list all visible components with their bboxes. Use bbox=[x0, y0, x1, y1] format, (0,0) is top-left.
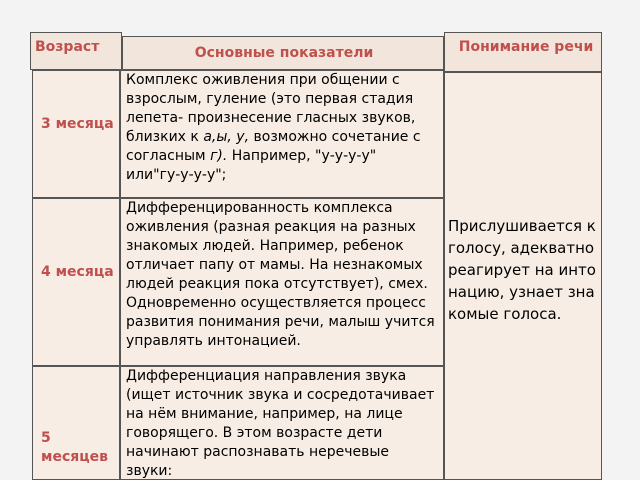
row-3-age-cell bbox=[32, 366, 120, 480]
row-2-indicators-text: Дифференцированность комплекса оживления (разная реакция на разных знакомых людей. Например, ребенок отличает папу от мамы. На незнакомых людей реакция пока отсутствует), смех. Одновременно осуществляется процесс развития понимания речи, малыш учится управлять интонацией. bbox=[126, 200, 435, 349]
row-1-age-cell bbox=[32, 70, 120, 198]
row-1-text-a: Комплекс оживления при общении с взрослым, гуление (это первая стадия лепета- произнесение гласных звуков, близких к bbox=[126, 72, 416, 145]
header-age-cell bbox=[30, 32, 122, 70]
row-2-age: 4 месяца bbox=[41, 264, 114, 280]
row-1-age: 3 месяца bbox=[41, 116, 114, 132]
row-3-age: 5 месяцев bbox=[41, 430, 108, 465]
speech-understanding-text: Прислушивается к голосу, адекватно реагирует на интонацию, узнает знакомые голоса. bbox=[448, 217, 596, 323]
row-1-indicators-text bbox=[126, 71, 431, 185]
row-2-indicators-cell bbox=[120, 198, 444, 366]
row-1-indicators-cell bbox=[120, 70, 444, 198]
speech-understanding-cell bbox=[444, 72, 602, 480]
header-speech: Понимание речи bbox=[458, 39, 594, 55]
header-indicators-cell bbox=[122, 36, 444, 70]
header-speech-cell bbox=[444, 32, 602, 72]
row-3-indicators-cell bbox=[120, 366, 444, 480]
row-3-indicators-text: Дифференциация направления звука (ищет источник звука и сосредотачивает на нём внимание, например, на лице говорящего. В этом возрасте дети начинают распознавать неречевые звуки: bbox=[126, 368, 435, 479]
row-1-text-e: Например, "у-у-у-у" или"гу-у-у-у"; bbox=[126, 148, 377, 183]
header-age: Возраст bbox=[35, 39, 100, 55]
row-2-age-cell bbox=[32, 198, 120, 366]
row-1-text-d: г). bbox=[210, 148, 228, 164]
header-indicators: Основные показатели bbox=[194, 45, 374, 61]
row-1-text-c: возможно сочетание с согласным bbox=[126, 129, 421, 164]
row-1-text-b: а,ы, у, bbox=[203, 129, 250, 145]
